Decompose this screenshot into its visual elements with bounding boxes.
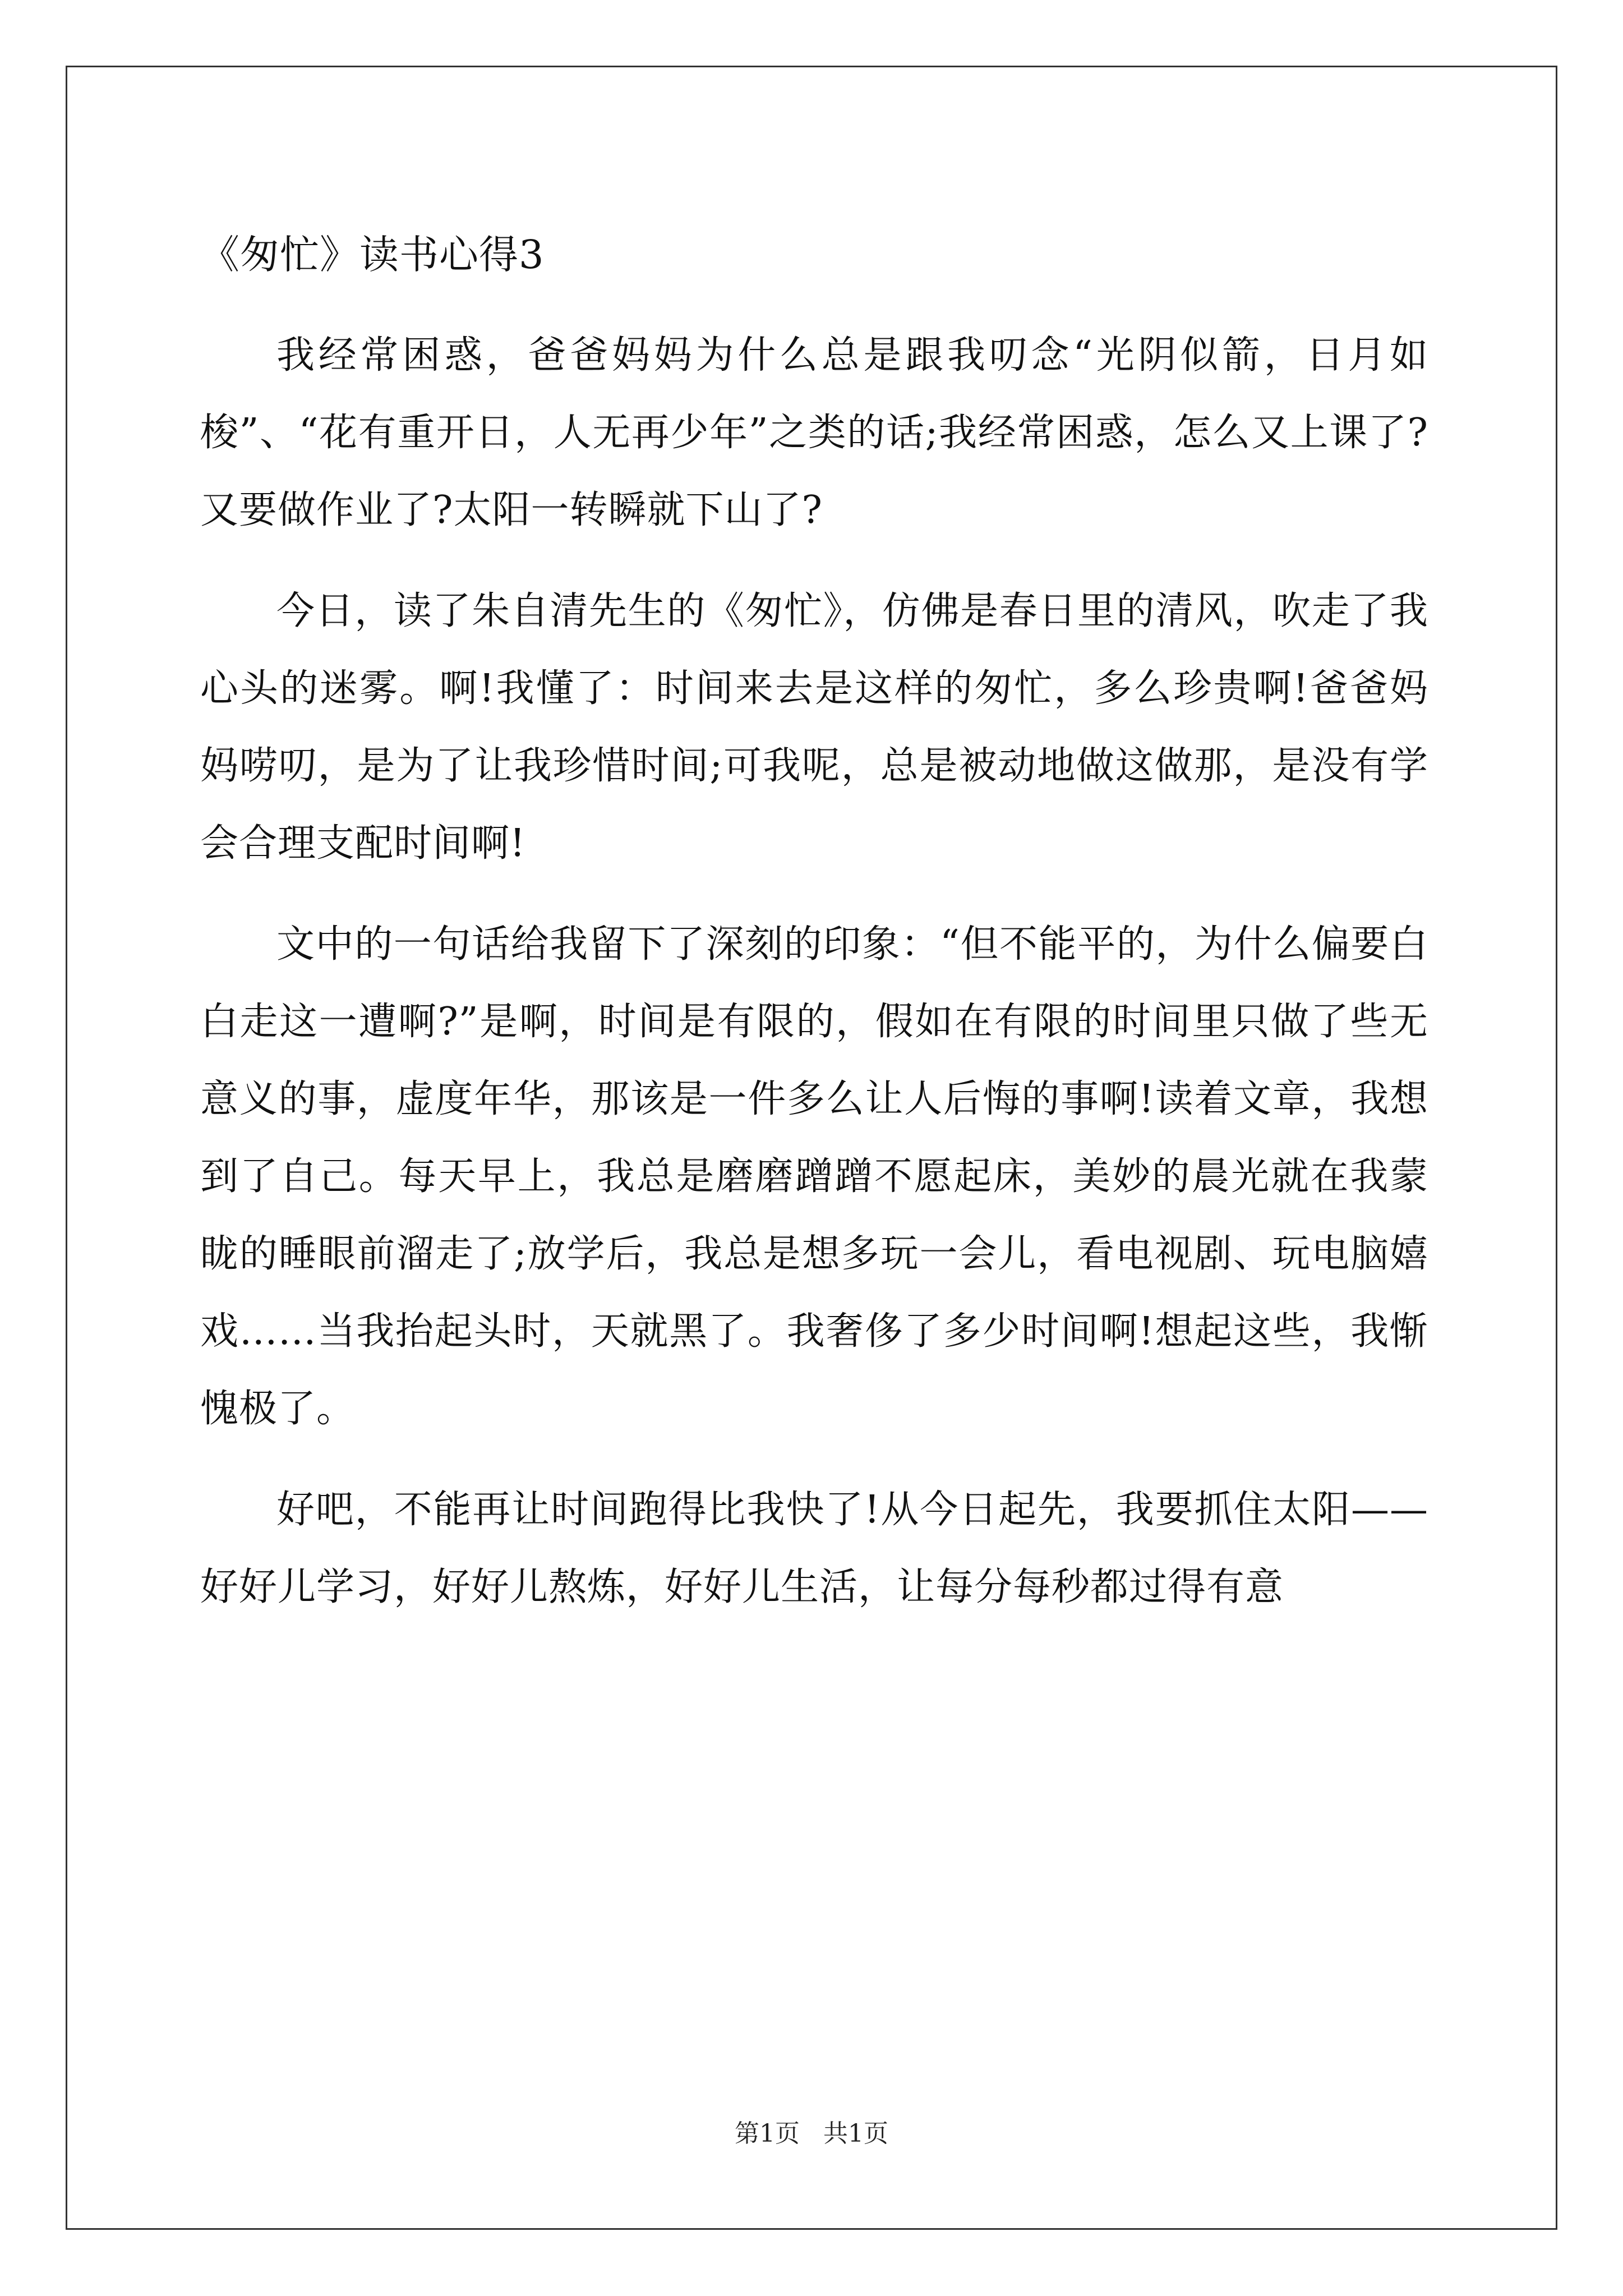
- document-body: [200, 216, 1428, 1650]
- paragraph-1: 我经常困惑，爸爸妈妈为什么总是跟我叨念“光阴似箭，日月如梭”、“花有重开日，人无再少年”之类的话;我经常困惑，怎么又上课了?又要做作业了?太阳一转瞬就下山了?: [200, 333, 1428, 532]
- page-number: 第1页: [735, 2119, 800, 2148]
- document-title: 《匆忙》读书心得3: [200, 232, 545, 278]
- paragraph-3: 文中的一句话给我留下了深刻的印象：“但不能平的，为什么偏要白白走这一遭啊?”是啊，时间是有限的，假如在有限的时间里只做了些无意义的事，虚度年华，那该是一件多么让人后悔的事啊!读着文章，我想到了自己。每天早上，我总是磨磨蹭蹭不愿起床，美妙的晨光就在我蒙眬的睡眼前溜走了;放学后，我总是想多玩一会儿，看电视剧、玩电脑嬉戏……当我抬起头时，天就黑了。我奢侈了多少时间啊!想起这些，我惭愧极了。: [200, 922, 1428, 1431]
- page-footer: [0, 2117, 1623, 2151]
- paragraph-2: 今日，读了朱自清先生的《匆忙》，仿佛是春日里的清风，吹走了我心头的迷雾。啊!我懂了：时间来去是这样的匆忙，多么珍贵啊!爸爸妈妈唠叨，是为了让我珍惜时间;可我呢，总是被动地做这做那，是没有学会合理支配时间啊!: [200, 589, 1428, 866]
- paragraph-4: 好吧，不能再让时间跑得比我快了!从今日起先，我要抓住太阳——好好儿学习，好好儿熬炼，好好儿生活，让每分每秒都过得有意: [200, 1488, 1428, 1609]
- page-total: 共1页: [823, 2119, 888, 2148]
